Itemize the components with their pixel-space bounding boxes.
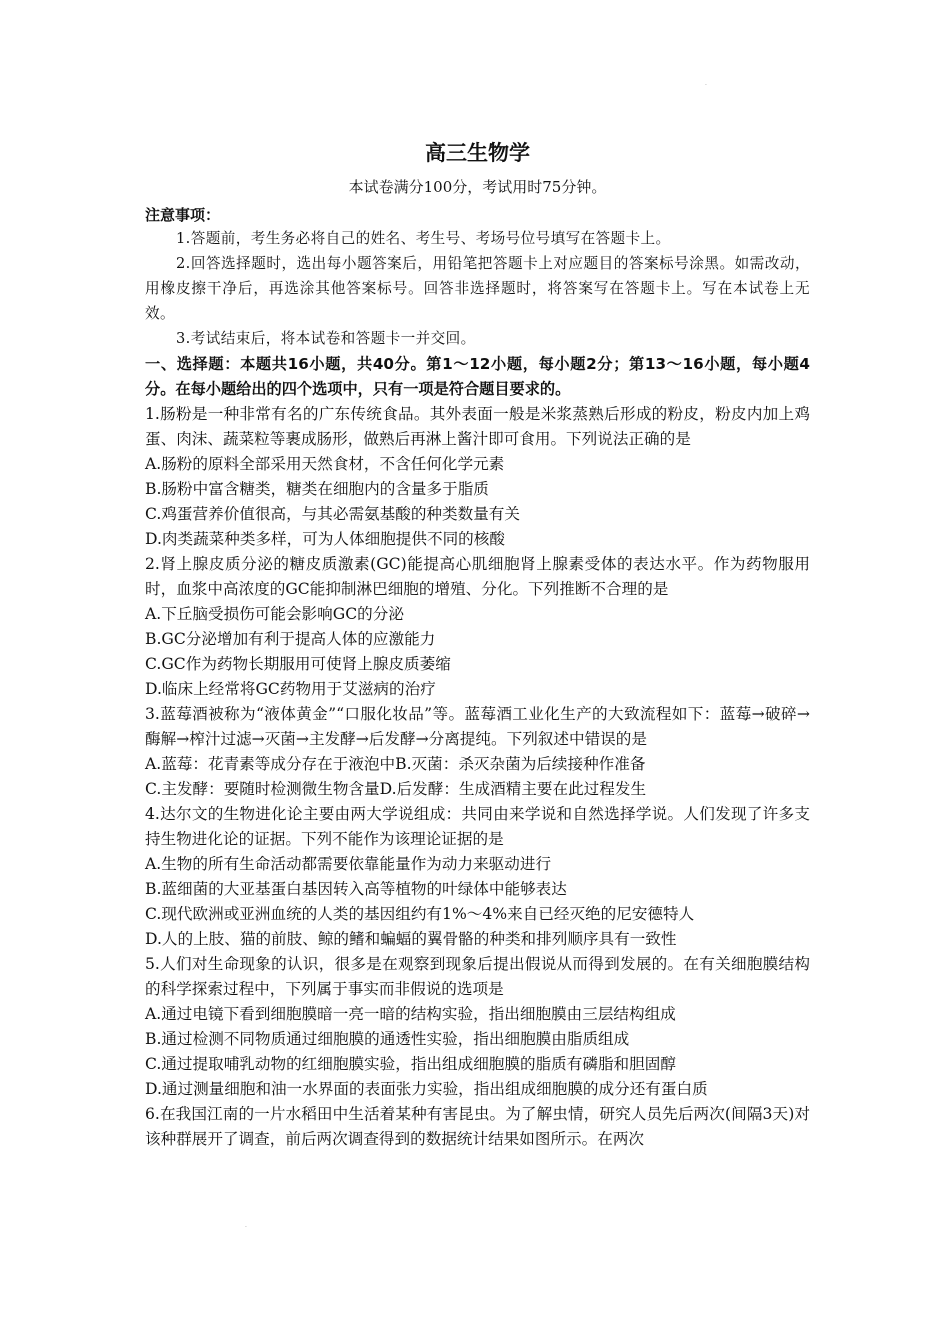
question-4-stem: 4.达尔文的生物进化论主要由两大学说组成：共同由来学说和自然选择学说。人们发现了许多支持生物进化论的证据。下列不能作为该理论证据的是 [145,805,810,848]
question-3-option-a: A.蓝莓：花青素等成分存在于液泡中 [145,755,396,773]
question-1-option-d: D.肉类蔬菜种类多样，可为人体细胞提供不同的核酸 [145,530,505,548]
question-1-option-c: C.鸡蛋营养价值很高，与其必需氨基酸的种类数量有关 [145,505,520,523]
question-6-stem: 6.在我国江南的一片水稻田中生活着某种有害昆虫。为了解虫情，研究人员先后两次(间隔3天)对该种群展开了调查，前后两次调查得到的数据统计结果如图所示。在两次 [145,1105,810,1148]
question-3-options-row-2 [145,777,810,802]
question-4-option-d: D.人的上肢、猫的前肢、鲸的鳍和蝙蝠的翼骨骼的种类和排列顺序具有一致性 [145,930,677,948]
note-item-3: 3.考试结束后，将本试卷和答题卡一并交回。 [176,330,476,347]
question-2-option-a: A.下丘脑受损伤可能会影响GC的分泌 [145,605,404,623]
scan-dot: . [705,80,707,87]
question-4-option-b: B.蓝细菌的大亚基蛋白基因转入高等植物的叶绿体中能够表达 [145,880,567,898]
notes-heading: 注意事项： [145,206,221,224]
question-3-option-d: D.后发酵：生成酒精主要在此过程发生 [379,780,647,798]
question-5-option-a: A.通过电镜下看到细胞膜暗一亮一暗的结构实验，指出细胞膜由三层结构组成 [145,1005,676,1023]
scan-dot: . [245,1222,247,1229]
question-5-option-d: D.通过测量细胞和油一水界面的表面张力实验，指出组成细胞膜的成分还有蛋白质 [145,1080,708,1098]
question-2-option-c: C.GC作为药物长期服用可使肾上腺皮质萎缩 [145,655,451,673]
question-2-stem: 2.肾上腺皮质分泌的糖皮质激素(GC)能提高心肌细胞肾上腺素受体的表达水平。作为药物服用时，血浆中高浓度的GC能抑制淋巴细胞的增殖、分化。下列推断不合理的是 [145,555,810,598]
question-2-option-d: D.临床上经常将GC药物用于艾滋病的治疗 [145,680,436,698]
question-5-option-c: C.通过提取哺乳动物的红细胞膜实验，指出组成细胞膜的脂质有磷脂和胆固醇 [145,1055,676,1073]
question-4-option-a: A.生物的所有生命活动都需要依靠能量作为动力来驱动进行 [145,855,552,873]
exam-content [145,140,810,1152]
question-5-stem: 5.人们对生命现象的认识，很多是在观察到现象后提出假说从而得到发展的。在有关细胞膜结构的科学探索过程中，下列属于事实而非假说的选项是 [145,955,810,998]
question-1-option-b: B.肠粉中富含糖类，糖类在细胞内的含量多于脂质 [145,480,489,498]
note-item-1: 1.答题前，考生务必将自己的姓名、考生号、考场号位号填写在答题卡上。 [176,230,671,247]
question-2-option-b: B.GC分泌增加有利于提高人体的应激能力 [145,630,436,648]
exam-subtitle: 本试卷满分100分，考试用时75分钟。 [348,178,607,196]
question-4-option-c: C.现代欧洲或亚洲血统的人类的基因组约有1%～4%来自已经灭绝的尼安德特人 [145,905,695,923]
question-3-option-c: C.主发酵：要随时检测微生物含量 [145,780,380,798]
section-heading: 一、选择题：本题共16小题，共40分。第1～12小题，每小题2分；第13～16小题，每小题4分。在每小题给出的四个选项中，只有一项是符合题目要求的。 [145,355,810,398]
question-5-option-b: B.通过检测不同物质通过细胞膜的通透性实验，指出细胞膜由脂质组成 [145,1030,630,1048]
question-3-stem: 3.蓝莓酒被称为“液体黄金”“口服化妆品”等。蓝莓酒工业化生产的大致流程如下：蓝莓→破碎→酶解→榨汁过滤→灭菌→主发酵→后发酵→分离提纯。下列叙述中错误的是 [145,705,810,748]
question-1-option-a: A.肠粉的原料全部采用天然食材，不含任何化学元素 [145,455,505,473]
exam-title: 高三生物学 [425,141,530,165]
question-3-options-row-1 [145,752,810,777]
question-1-stem: 1.肠粉是一种非常有名的广东传统食品。其外表面一般是米浆蒸熟后形成的粉皮，粉皮内加上鸡蛋、肉沫、蔬菜粒等裹成肠形，做熟后再淋上酱汁即可食用。下列说法正确的是 [145,405,810,448]
question-3-option-b: B.灭菌：杀灭杂菌为后续接种作准备 [395,755,646,773]
note-item-2: 2.回答选择题时，选出每小题答案后，用铅笔把答题卡上对应题目的答案标号涂黑。如需改动，用橡皮擦干净后，再选涂其他答案标号。回答非选择题时，将答案写在答题卡上。写在本试卷上无效。 [145,255,810,322]
